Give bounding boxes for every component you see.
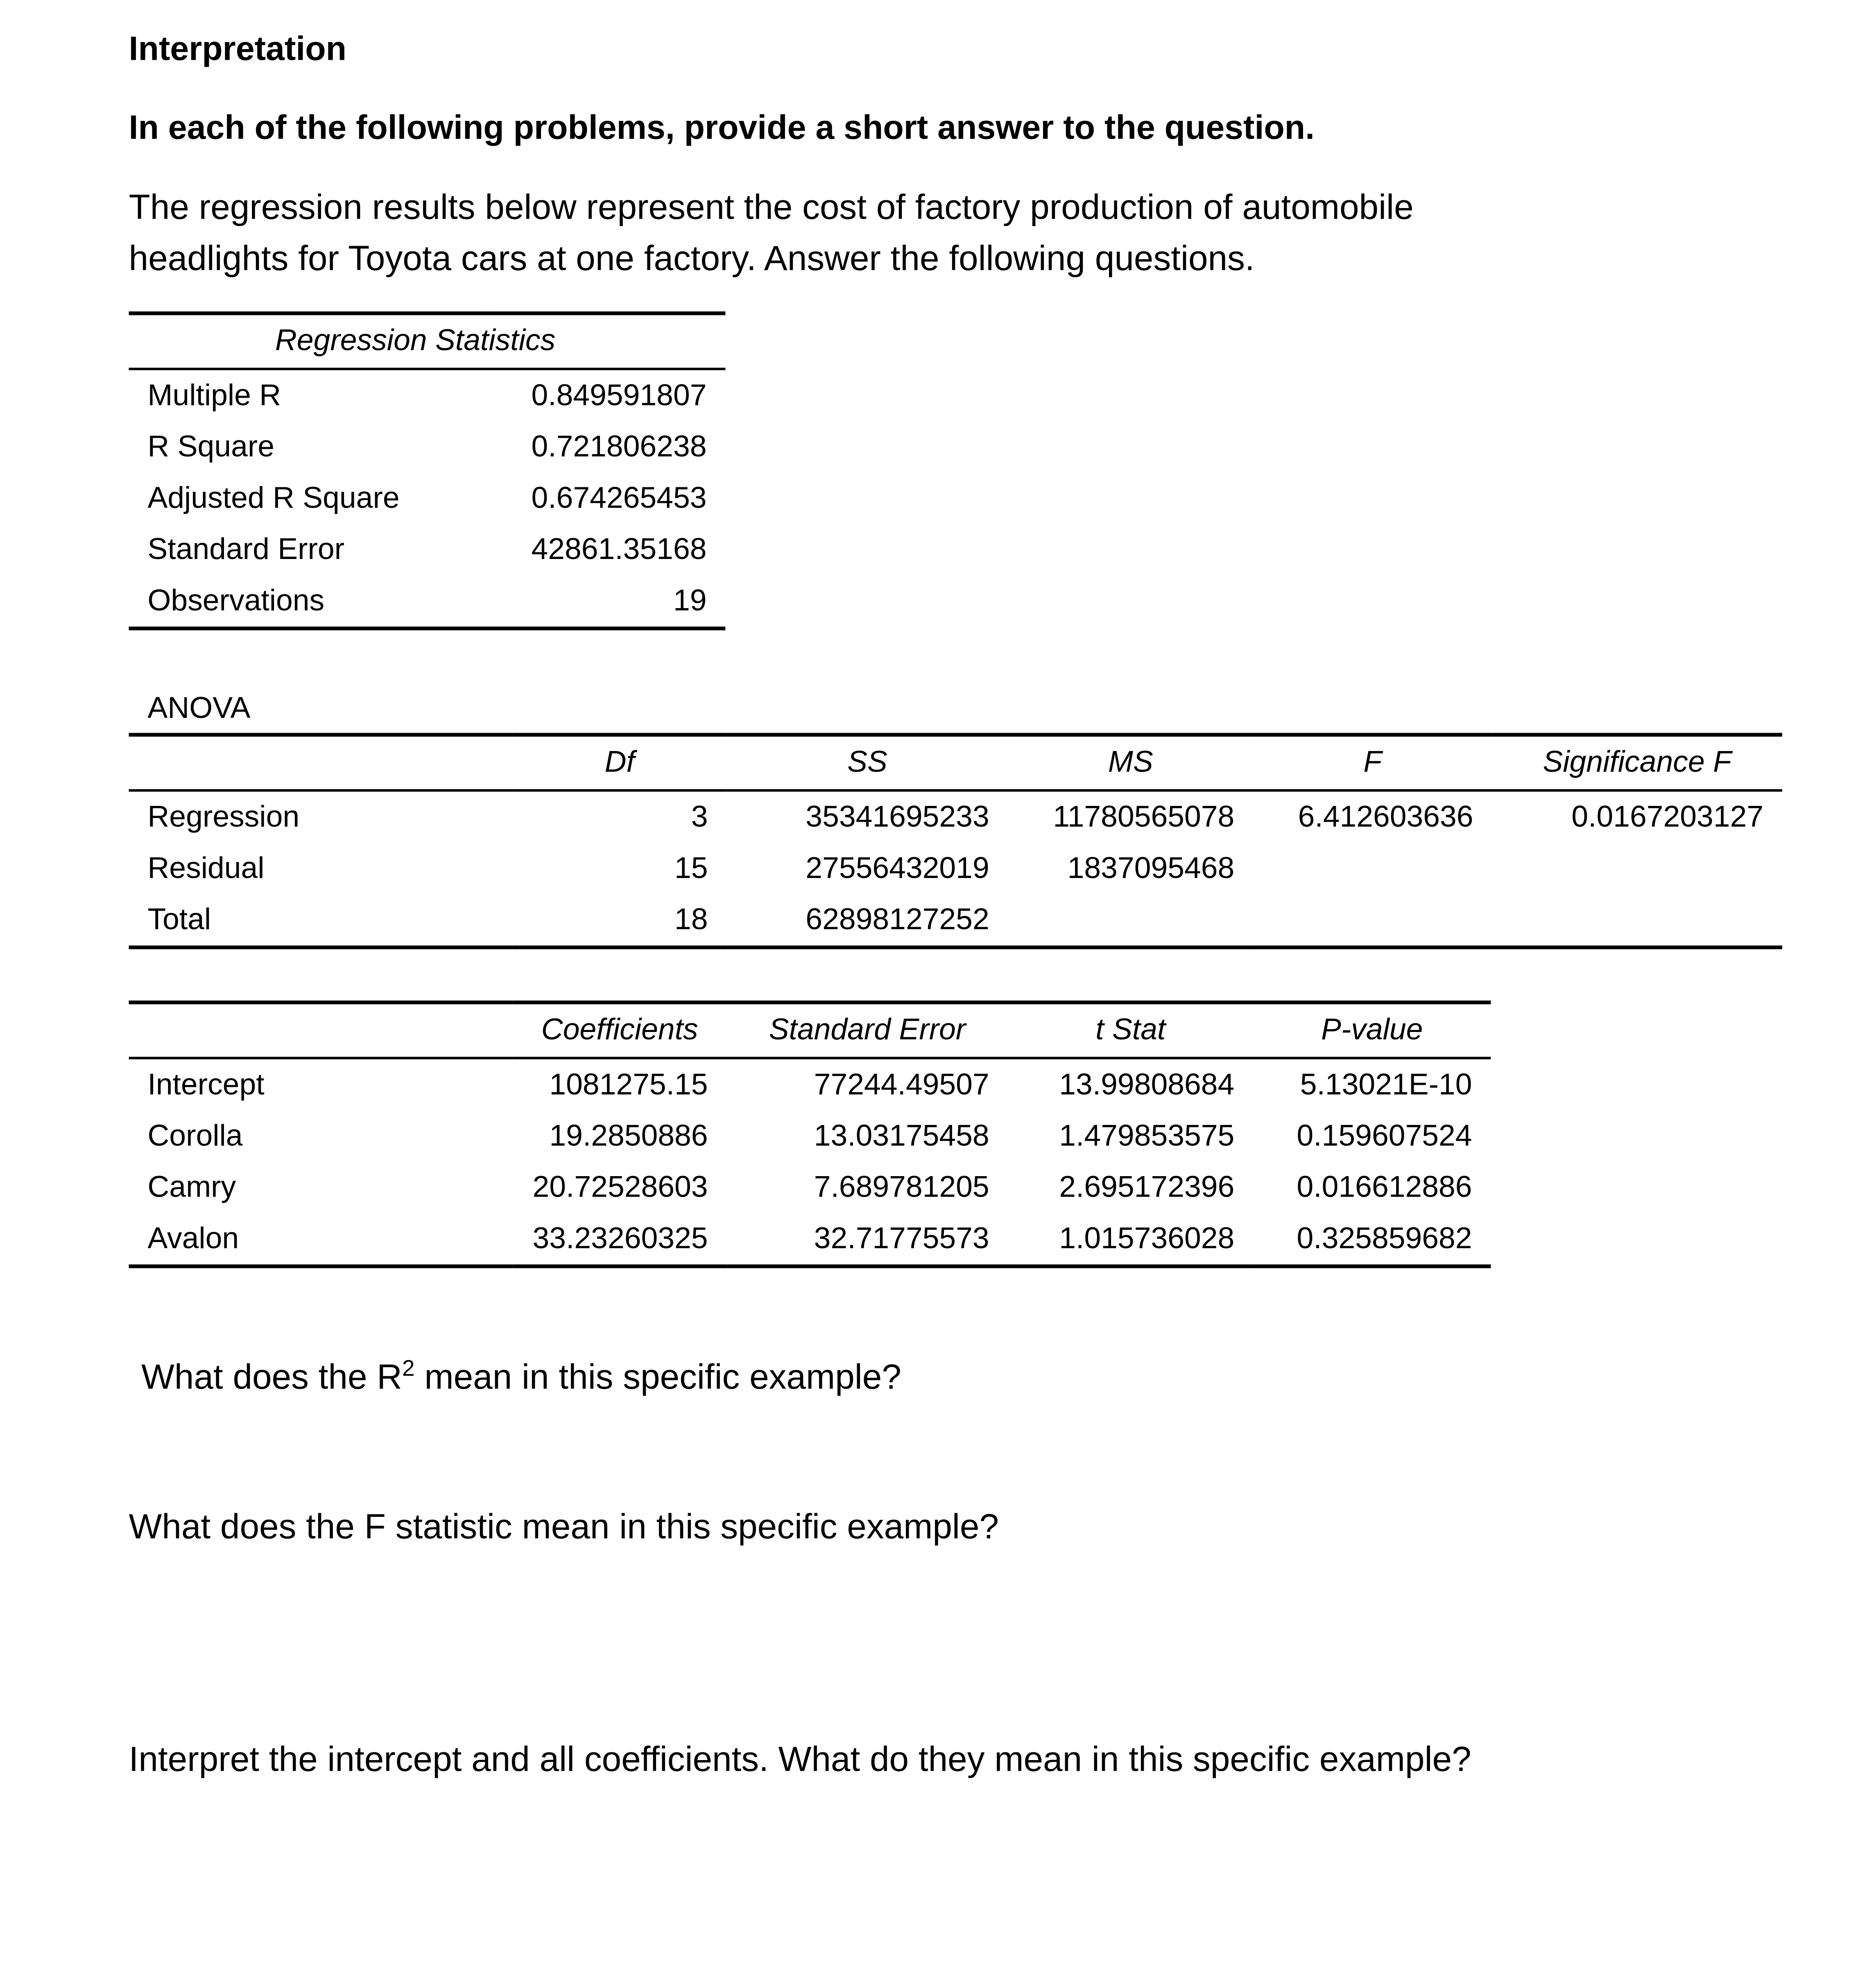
row-label: Avalon [147, 1221, 239, 1255]
cell-value: 20.72528603 [532, 1170, 708, 1204]
cell-value: 1.015736028 [1059, 1221, 1235, 1255]
cell-value: 33.23260325 [532, 1221, 708, 1255]
anova-label: ANOVA [147, 691, 251, 726]
cell-value [1253, 894, 1492, 948]
cell-value: 0.016612886 [1297, 1170, 1472, 1204]
row-label: Camry [147, 1170, 236, 1204]
regression-statistics-header: Regression Statistics [129, 313, 726, 369]
stat-label: Observations [147, 583, 325, 618]
cell-value: 19.2850886 [549, 1118, 708, 1153]
table-row [129, 843, 1782, 894]
cell-value: 11780565078 [1053, 800, 1235, 834]
question-f-statistic: What does the F statistic mean in this specific example? [129, 1507, 999, 1546]
cell-value: 13.03175458 [814, 1118, 989, 1153]
regression-statistics-table [129, 311, 726, 630]
cell-value: 1837095468 [1067, 851, 1235, 885]
cell-value: 1.479853575 [1059, 1118, 1235, 1153]
table-row [129, 1213, 1491, 1266]
stat-value: 0.721806238 [531, 430, 707, 464]
column-header [129, 1002, 513, 1058]
cell-value: 15 [674, 851, 708, 885]
cell-value [1492, 894, 1782, 948]
cell-value [1253, 843, 1492, 894]
stat-label: Standard Error [147, 532, 345, 566]
table-row [129, 894, 1782, 948]
cell-value: 32.71775573 [814, 1221, 989, 1255]
stat-value: 42861.35168 [531, 532, 707, 566]
intro-line-2: headlights for Toyota cars at one factory. Answer the following questions. [129, 239, 1255, 278]
row-label: Corolla [147, 1118, 243, 1153]
cell-value: 0.159607524 [1297, 1118, 1472, 1153]
superscript: 2 [402, 1355, 415, 1381]
cell-value: 7.689781205 [814, 1170, 989, 1204]
question-r-squared-text: What does the R [141, 1357, 403, 1396]
cell-value: 35341695233 [806, 800, 989, 834]
stat-label: Adjusted R Square [147, 481, 400, 515]
row-label: Intercept [147, 1067, 265, 1102]
column-header: Significance F [1492, 735, 1782, 790]
cell-value: 3 [691, 800, 708, 834]
cell-value: 0.0167203127 [1571, 800, 1764, 834]
question-r-squared-text-end: mean in this specific example? [414, 1357, 901, 1396]
column-header: t Stat [1008, 1002, 1254, 1058]
header-row [129, 1002, 1491, 1058]
cell-value: 18 [674, 902, 708, 936]
instruction: In each of the following problems, provide a short answer to the question. [129, 109, 1315, 147]
table-row [129, 524, 726, 575]
column-header: Df [513, 735, 726, 790]
table-row [129, 790, 1782, 843]
table-row [129, 421, 726, 473]
question-r-squared [141, 1343, 901, 1403]
cell-value: 5.13021E-10 [1300, 1067, 1472, 1102]
table-row [129, 1162, 1491, 1213]
column-header: MS [1008, 735, 1254, 790]
cell-value: 1081275.15 [549, 1067, 708, 1102]
cell-value: 13.99808684 [1059, 1067, 1235, 1102]
cell-value [1492, 843, 1782, 894]
header-row [129, 735, 1782, 790]
column-header: SS [726, 735, 1008, 790]
row-label: Regression [147, 800, 300, 834]
cell-value: 0.325859682 [1297, 1221, 1472, 1255]
stat-value: 0.674265453 [531, 481, 707, 515]
cell-value: 62898127252 [806, 902, 989, 936]
cell-value: 27556432019 [806, 851, 989, 885]
column-header [129, 735, 513, 790]
anova-table [129, 733, 1782, 949]
row-label: Total [147, 902, 211, 936]
table-row [129, 1111, 1491, 1162]
title: Interpretation [129, 30, 347, 68]
cell-value: 77244.49507 [814, 1067, 989, 1102]
column-header: Coefficients [513, 1002, 726, 1058]
cell-value [1008, 894, 1254, 948]
column-header: F [1253, 735, 1492, 790]
table-row [129, 369, 726, 421]
stat-label: R Square [147, 430, 275, 464]
cell-value: 6.412603636 [1298, 800, 1473, 834]
intro-line-1: The regression results below represent the cost of factory production of automobile [129, 188, 1414, 226]
column-header: Standard Error [726, 1002, 1008, 1058]
table-row [129, 575, 726, 629]
stat-label: Multiple R [147, 378, 281, 412]
table-row [129, 1058, 1491, 1111]
column-header: P-value [1253, 1002, 1491, 1058]
table-row [129, 473, 726, 524]
stat-value: 19 [673, 583, 707, 618]
question-coefficients: Interpret the intercept and all coefficients. What do they mean in this specific example? [129, 1740, 1471, 1779]
coefficients-table [129, 1000, 1491, 1268]
cell-value: 2.695172396 [1059, 1170, 1235, 1204]
row-label: Residual [147, 851, 265, 885]
stat-value: 0.849591807 [531, 378, 707, 412]
